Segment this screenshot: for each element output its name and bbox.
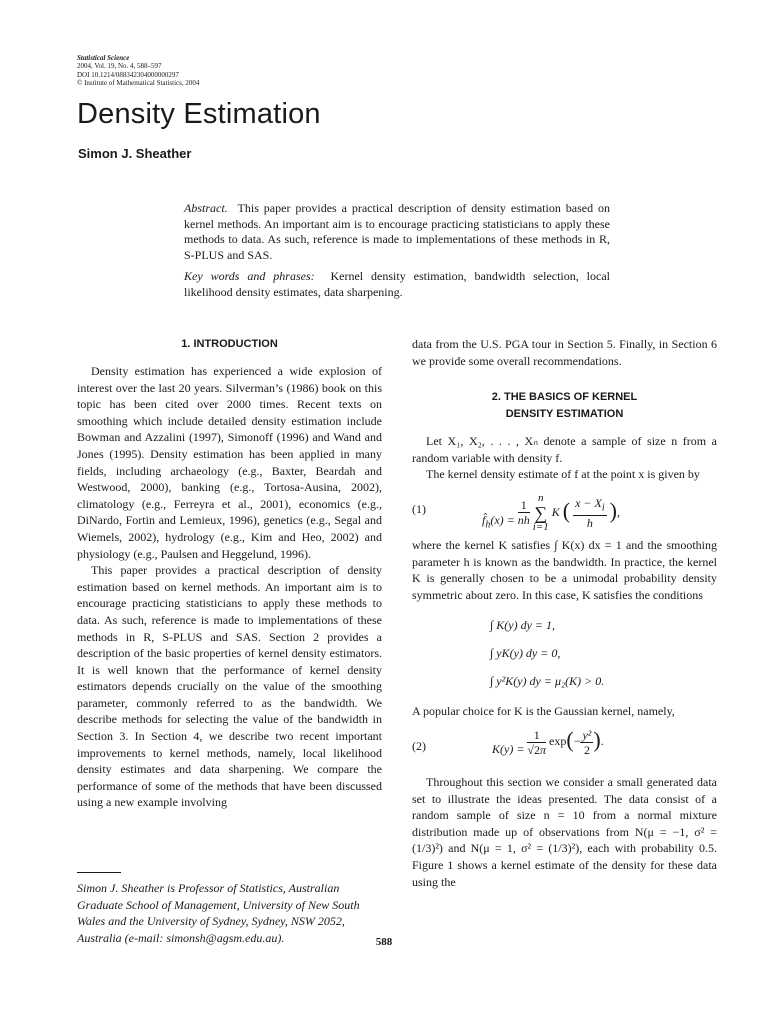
equation-1-number: (1): [412, 501, 426, 516]
section1-heading: 1. INTRODUCTION: [181, 338, 278, 350]
keywords-paragraph: [184, 269, 610, 300]
intro-continuation: data from the U.S. PGA tour in Section 5. Finally, in Section 6 we provide some overall recommendations.: [412, 337, 717, 368]
equation-1: [412, 489, 717, 531]
abstract-text: This paper provides a practical description of density estimation based on kernel methods. An important aim is to encourage practicing statisticians to apply these methods to data. As such, reference is made to implementations of these methods in R, S-PLUS and SAS.: [184, 201, 611, 262]
basics-paragraph-5: Throughout this section we consider a small generated data set to illustrate the ideas presented. The data consist of a random sample of size n = 10 from a normal mixture distribution made up of observations from N(μ = −1, σ² = (1/3)²) and N(μ = 1, σ² = (1/3)²), each with probability 0.5. Figure 1 shows a kernel estimate of the density for these data using the: [412, 774, 717, 889]
basics-paragraph-3: where the kernel K satisfies ∫ K(x) dx = 1 and the smoothing parameter h is known as the bandwidth. In practice, the kernel K is generally chosen to be a unimodal probability density symmetric about zero. In this case, K satisfies the conditions: [412, 537, 717, 602]
paper-title: Density Estimation: [77, 98, 321, 130]
equation-1-body: $f̂_h(x)$ = $\frac{1}{nh}$ n ∑ i=1 K ( $\frac{x - X_i}{h}$ ),: [482, 491, 620, 533]
section2-heading: [412, 389, 717, 423]
footnote-rule: [77, 872, 121, 873]
section2-heading-line2: DENSITY ESTIMATION: [505, 408, 624, 421]
intro-paragraph-1: Density estimation has experienced a wide explosion of interest over the last 20 years. Silverman’s (1986) book on this topic has been cited over 2000 times. Recent texts on smoothing which include detailed density estimation include Bowman and Azzalini (1997), Simonoff (1996) and Wand and Jones (1995). Density estimation has been applied in many fields, including archaeology (e.g., Baxter, Beardah and Westwood, 2000), banking (e.g., Tortosa-Ausina, 2002), climatology (e.g., Ferreyra et al., 2001), economics (e.g., DiNardo, Fortin and Lemieux, 1996), genetics (e.g., Segal and Wiemels, 2002), hydrology (e.g., Kim and Heo, 2002) and physiology (e.g., Paulsen and Heggelund, 1996).: [77, 364, 382, 561]
keywords-text: Kernel density estimation, bandwidth selection, local likelihood density estimates, data sharpening.: [184, 269, 611, 299]
right-column: [412, 336, 717, 890]
keywords-label: Key words and phrases:: [184, 269, 315, 284]
page-number: 588: [375, 936, 393, 948]
abstract: [184, 201, 610, 301]
condition-1: ∫ K(y) dy = 1,: [490, 618, 556, 633]
journal-header: [77, 54, 199, 88]
section2-heading-line1: 2. THE BASICS OF KERNEL: [491, 391, 638, 404]
equation-2-number: (2): [412, 738, 426, 753]
journal-volume: 2004, Vol. 19, No. 4, 588–597: [77, 62, 162, 71]
author-name: Simon J. Sheather: [78, 146, 192, 161]
equation-2-body: K(y) = $\frac{1}{√2\pi}$ exp(− $\frac{\text{y²}}{2}$ ).: [492, 727, 604, 757]
abstract-label: Abstract.: [184, 201, 228, 215]
condition-2: ∫ yK(y) dy = 0,: [490, 646, 561, 661]
basics-paragraph-2: The kernel density estimate of f at the point x is given by: [426, 467, 700, 482]
author-footnote: Simon J. Sheather is Professor of Statistics, Australian Graduate School of Management, University of New South Wales and the University of Sydney, Sydney, NSW 2052, Australia (e-mail: simonsh@agsm.edu.au).: [77, 881, 360, 945]
intro-paragraph-2: This paper provides a practical description of density estimation based on kernel methods. An important aim is to encourage practicing statisticians to apply these methods to data. As such, reference is made to implementations of these methods in R, S-PLUS and SAS. Section 2 provides a description of the basic properties of kernel density estimators. It is well known that the performance of kernel density estimators depends crucially on the value of the smoothing parameter, commonly referred to as the bandwidth. We describe methods for selecting the value of the bandwidth in Section 3. In Section 4, we describe two recent important improvements to kernel methods, namely, local likelihood density estimates and data sharpening. We compare the performance of some of the methods that have been discussed using a new example involving: [77, 563, 382, 810]
journal-copyright: © Institute of Mathematical Statistics, 2004: [77, 79, 200, 88]
kernel-conditions: [412, 611, 717, 695]
left-column: [77, 336, 382, 811]
journal-name: Statistical Science: [77, 54, 130, 62]
basics-paragraph-1: Let X₁, X₂, . . . , Xₙ denote a sample of size n from a random variable with density f.: [412, 434, 717, 465]
abstract-paragraph: [184, 201, 610, 263]
basics-paragraph-4: A popular choice for K is the Gaussian kernel, namely,: [412, 704, 675, 719]
equation-2: [412, 726, 717, 768]
journal-doi: DOI 10.1214/088342304000000297: [77, 70, 179, 79]
condition-3: ∫ y²K(y) dy = μ₂(K) > 0.: [490, 674, 605, 689]
